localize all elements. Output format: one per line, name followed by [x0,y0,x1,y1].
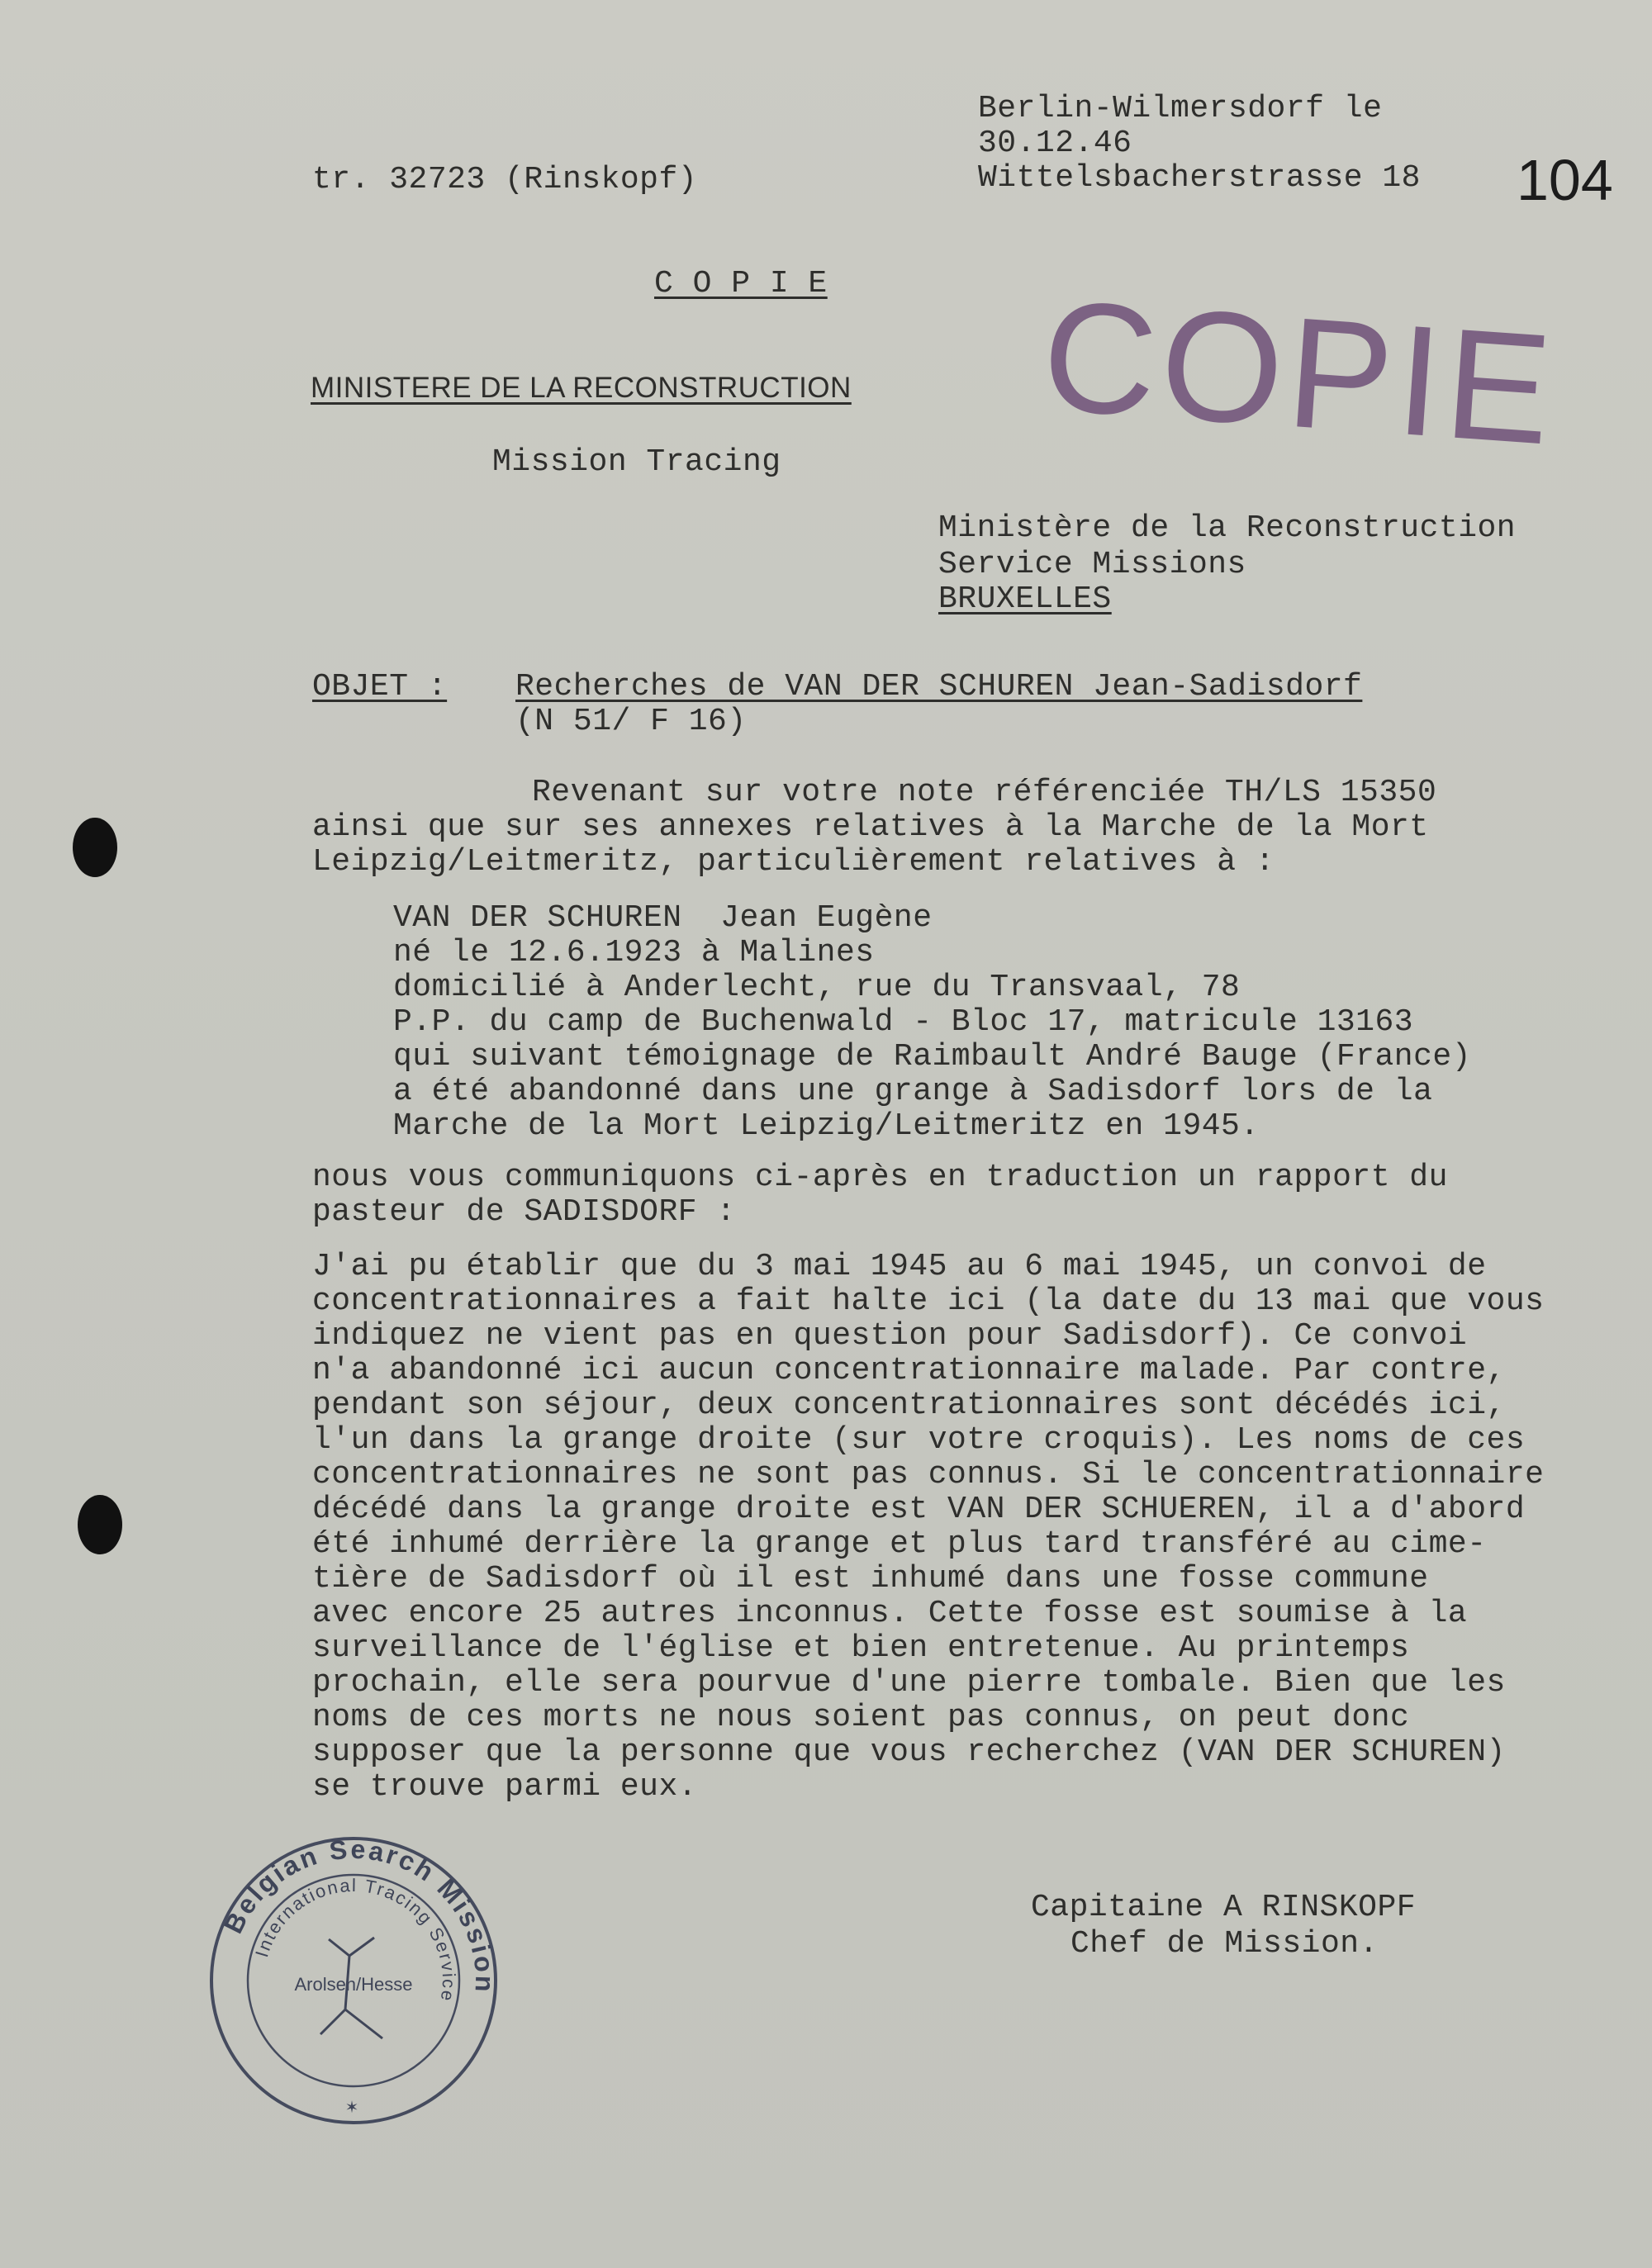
ministry-title: MINISTERE DE LA RECONSTRUCTION [311,372,852,404]
report-line: été inhumé derrière la grange et plus tard transféré au cime- [312,1526,1487,1562]
report-line: surveillance de l'église et bien entretenue. Au printemps [312,1630,1410,1666]
person-line: né le 12.6.1923 à Malines [393,935,875,970]
transition-line: pasteur de SADISDORF : [312,1194,736,1230]
report-line: concentrationnaires ne sont pas connus. Si le concentrationnaire [312,1457,1545,1492]
intro-line: Revenant sur votre note référenciée TH/LS 15350 [532,775,1437,810]
intro-line: Leipzig/Leitmeritz, particulièrement relatives à : [312,844,1275,880]
report-line: concentrationnaires a fait halte ici (la date du 13 mai que vous [312,1283,1545,1319]
transition-line: nous vous communiquons ci-après en traduction un rapport du [312,1160,1448,1195]
punch-hole-top [73,818,117,877]
person-line: P.P. du camp de Buchenwald - Bloc 17, matricule 13163 [393,1004,1414,1040]
seal-center-text: Arolsen/Hesse [294,1974,413,1995]
report-line: décédé dans la grange droite est VAN DER SCHUEREN, il a d'abord [312,1492,1526,1527]
person-line: domicilié à Anderlecht, rue du Transvaal, 78 [393,970,1241,1005]
copie-typed-title: C O P I E [654,266,828,301]
belgian-search-mission-seal [205,1832,502,2129]
signature-title: Chef de Mission. [1070,1926,1379,1962]
object-line2: (N 51/ F 16) [515,704,747,739]
place-date-line2: 30.12.46 [978,126,1132,161]
mission-tracing: Mission Tracing [492,444,781,480]
seal-inner-text: International Tracing Service [251,1874,460,2005]
report-line: n'a abandonné ici aucun concentrationnaire malade. Par contre, [312,1353,1506,1388]
recipient-city: BRUXELLES [938,581,1112,617]
recipient-line2: Service Missions [938,547,1246,582]
report-line: se trouve parmi eux. [312,1769,698,1805]
report-line: prochain, elle sera pourvue d'une pierre tombale. Bien que les [312,1665,1506,1701]
seal-star-icon: ✶ [344,2099,359,2117]
report-line: indiquez ne vient pas en question pour Sadisdorf). Ce convoi [312,1318,1468,1354]
person-line: VAN DER SCHUREN Jean Eugène [393,900,933,936]
report-line: J'ai pu établir que du 3 mai 1945 au 6 mai 1945, un convoi de [312,1249,1487,1284]
object-label-text: OBJET : [312,669,448,705]
object-line1: Recherches de VAN DER SCHUREN Jean-Sadisdorf [515,669,1363,705]
page-number: 104 [1517,148,1613,212]
report-line: pendant son séjour, deux concentrationnaires sont décédés ici, [312,1388,1506,1423]
seal-outer-text: Belgian Search Mission [217,1834,501,1995]
report-line: avec encore 25 autres inconnus. Cette fosse est soumise à la [312,1596,1468,1631]
reference-number: tr. 32723 (Rinskopf) [312,162,698,197]
person-line: qui suivant témoignage de Raimbault André Bauge (France) [393,1039,1472,1075]
recipient-line1: Ministère de la Reconstruction [938,510,1517,546]
intro-line: ainsi que sur ses annexes relatives à la Marche de la Mort [312,809,1429,845]
report-line: l'un dans la grange droite (sur votre croquis). Les noms de ces [312,1422,1526,1458]
report-line: noms de ces morts ne nous soient pas connus, on peut donc [312,1700,1410,1735]
place-date-line1: Berlin-Wilmersdorf le [978,91,1383,126]
person-line: Marche de la Mort Leipzig/Leitmeritz en 1945. [393,1108,1260,1144]
address-line: Wittelsbacherstrasse 18 [978,160,1421,196]
copie-stamp: COPIE [1037,268,1562,478]
report-line: supposer que la personne que vous recherchez (VAN DER SCHUREN) [312,1734,1506,1770]
object-label [312,669,447,705]
person-line: a été abandonné dans une grange à Sadisdorf lors de la [393,1074,1433,1109]
report-line: tière de Sadisdorf où il est inhumé dans une fosse commune [312,1561,1429,1597]
signature-name: Capitaine A RINSKOPF [1031,1890,1417,1925]
punch-hole-bottom [78,1495,122,1554]
